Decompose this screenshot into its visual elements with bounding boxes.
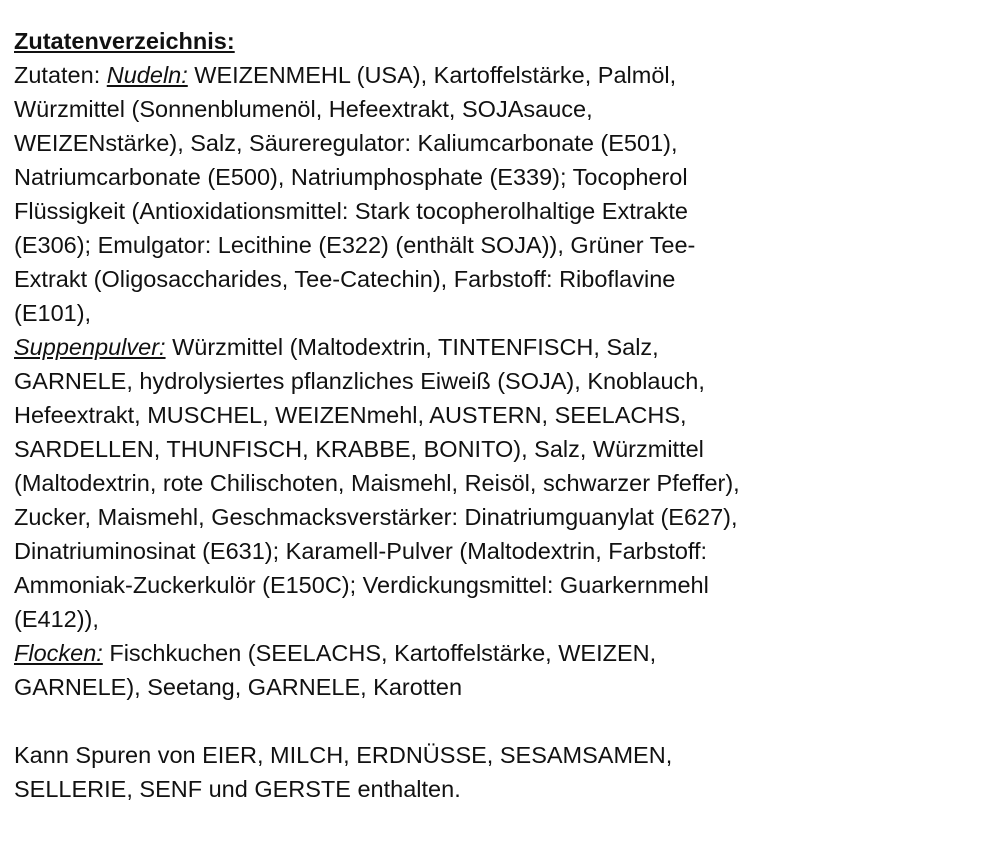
nudeln-first-line-text: WEIZENMEHL (USA), Kartoffelstärke, Palmöl, <box>194 62 677 88</box>
intro-prefix: Zutaten: <box>14 62 101 88</box>
suppenpulver-line: SARDELLEN, THUNFISCH, KRABBE, BONITO), Salz, Würzmittel <box>14 436 704 462</box>
nudeln-first-line <box>14 58 994 92</box>
suppenpulver-line: Hefeextrakt, MUSCHEL, WEIZENmehl, AUSTERN, SEELACHS, <box>14 402 687 428</box>
nudeln-line: (E306); Emulgator: Lecithine (E322) (enthält SOJA)), Grüner Tee- <box>14 232 696 258</box>
suppenpulver-line: Dinatriuminosinat (E631); Karamell-Pulver (Maltodextrin, Farbstoff: <box>14 538 708 564</box>
nudeln-line: (E101), <box>14 300 92 326</box>
flocken-line: GARNELE), Seetang, GARNELE, Karotten <box>14 674 463 700</box>
allergen-note-line: Kann Spuren von EIER, MILCH, ERDNÜSSE, SESAMSAMEN, <box>14 742 673 768</box>
suppenpulver-label: Suppenpulver: <box>14 334 166 360</box>
nudeln-label: Nudeln: <box>106 62 188 88</box>
nudeln-line: Extrakt (Oligosaccharides, Tee-Catechin), Farbstoff: Riboflavine <box>14 266 676 292</box>
flocken-first-line-text: Fischkuchen (SEELACHS, Kartoffelstärke, WEIZEN, <box>109 640 657 666</box>
document-heading: Zutatenverzeichnis: <box>14 28 235 54</box>
flocken-first-line <box>14 636 994 670</box>
nudeln-line: Flüssigkeit (Antioxidationsmittel: Stark tocopherolhaltige Extrakte <box>14 198 688 224</box>
nudeln-line: WEIZENstärke), Salz, Säureregulator: Kaliumcarbonate (E501), <box>14 130 678 156</box>
nudeln-line: Würzmittel (Sonnenblumenöl, Hefeextrakt, SOJAsauce, <box>14 96 593 122</box>
suppenpulver-line: (Maltodextrin, rote Chilischoten, Maismehl, Reisöl, schwarzer Pfeffer), <box>14 470 740 496</box>
suppenpulver-line: (E412)), <box>14 606 99 632</box>
paragraph-spacer <box>14 704 994 738</box>
suppenpulver-line: GARNELE, hydrolysiertes pflanzliches Eiweiß (SOJA), Knoblauch, <box>14 368 705 394</box>
suppenpulver-line: Ammoniak-Zuckerkulör (E150C); Verdickungsmittel: Guarkernmehl <box>14 572 709 598</box>
suppenpulver-line: Zucker, Maismehl, Geschmacksverstärker: Dinatriumguanylat (E627), <box>14 504 738 530</box>
flocken-label: Flocken: <box>14 640 103 666</box>
suppenpulver-first-line <box>14 330 994 364</box>
allergen-note-line: SELLERIE, SENF und GERSTE enthalten. <box>14 776 461 802</box>
suppenpulver-first-line-text: Würzmittel (Maltodextrin, TINTENFISCH, Salz, <box>172 334 659 360</box>
ingredient-list-document <box>14 24 994 806</box>
nudeln-line: Natriumcarbonate (E500), Natriumphosphate (E339); Tocopherol <box>14 164 688 190</box>
